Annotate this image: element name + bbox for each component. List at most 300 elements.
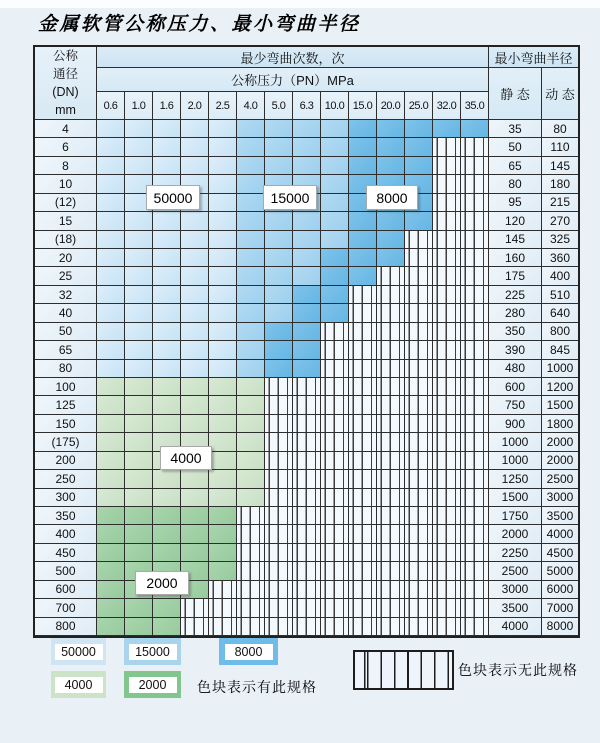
spec-cell (321, 212, 349, 230)
no-spec-cell (349, 360, 377, 378)
spec-cell (209, 157, 237, 175)
spec-cell (125, 525, 153, 543)
no-spec-cell (293, 470, 321, 488)
no-spec-cell (461, 618, 489, 636)
pressure-tick: 20.0 (377, 92, 405, 120)
spec-cell (153, 304, 181, 322)
no-spec-cell (461, 286, 489, 304)
no-spec-cell (405, 525, 433, 543)
no-spec-cell (405, 341, 433, 359)
no-spec-cell (433, 175, 461, 193)
spec-cell (293, 304, 321, 322)
spec-cell (237, 415, 265, 433)
no-spec-cell (349, 433, 377, 451)
no-spec-cell (433, 562, 461, 580)
no-spec-cell (433, 470, 461, 488)
no-spec-cell (321, 489, 349, 507)
no-spec-cell (433, 249, 461, 267)
dynamic-radius-cell: 1500 (542, 396, 578, 414)
no-spec-cell (265, 470, 293, 488)
no-spec-cell (321, 378, 349, 396)
spec-cell (321, 249, 349, 267)
no-spec-cell (321, 618, 349, 636)
no-spec-cell (237, 562, 265, 580)
no-spec-cell (293, 452, 321, 470)
dynamic-radius-cell: 110 (542, 138, 578, 156)
spec-cell (153, 396, 181, 414)
no-spec-cell (461, 452, 489, 470)
spec-cell (321, 267, 349, 285)
no-spec-cell (321, 452, 349, 470)
no-spec-cell (433, 360, 461, 378)
no-spec-cell (405, 470, 433, 488)
spec-cell (153, 231, 181, 249)
spec-cell (321, 286, 349, 304)
spec-cell (125, 304, 153, 322)
static-radius-cell: 900 (489, 415, 542, 433)
spec-cell (349, 267, 377, 285)
spec-cell (237, 120, 265, 138)
legend-item (51, 671, 106, 698)
dynamic-radius-cell: 360 (542, 249, 578, 267)
static-radius-cell: 175 (489, 267, 542, 285)
no-spec-cell (293, 433, 321, 451)
dynamic-radius-cell: 1200 (542, 378, 578, 396)
dn-cell: 15 (35, 212, 97, 230)
spec-cell (181, 360, 209, 378)
no-spec-cell (433, 212, 461, 230)
dn-cell: (175) (35, 433, 97, 451)
spec-cell (209, 470, 237, 488)
static-radius-cell: 1500 (489, 489, 542, 507)
static-radius-cell: 120 (489, 212, 542, 230)
spec-cell (349, 231, 377, 249)
no-spec-cell (433, 452, 461, 470)
static-radius-cell: 225 (489, 286, 542, 304)
no-spec-cell (433, 231, 461, 249)
spec-cell (125, 452, 153, 470)
spec-cell (405, 157, 433, 175)
no-spec-cell (433, 138, 461, 156)
static-radius-cell: 1000 (489, 452, 542, 470)
static-radius-cell: 600 (489, 378, 542, 396)
spec-cell (237, 194, 265, 212)
no-spec-cell (377, 360, 405, 378)
no-spec-cell (433, 581, 461, 599)
no-spec-cell (461, 470, 489, 488)
no-spec-cell (433, 507, 461, 525)
no-spec-cell (237, 507, 265, 525)
spec-cell (153, 378, 181, 396)
spec-cell (377, 249, 405, 267)
no-spec-cell (461, 433, 489, 451)
spec-cell (293, 286, 321, 304)
no-spec-cell (349, 470, 377, 488)
spec-cell (153, 286, 181, 304)
spec-cell (265, 267, 293, 285)
spec-cell (125, 157, 153, 175)
no-spec-cell (377, 267, 405, 285)
no-spec-cell (321, 396, 349, 414)
spec-cell (125, 249, 153, 267)
spec-cell (293, 157, 321, 175)
legend-item-value: 15000 (129, 644, 177, 660)
spec-cell (181, 120, 209, 138)
spec-cell (237, 341, 265, 359)
dn-cell: 500 (35, 562, 97, 580)
page-title: 金属软管公称压力、最小弯曲半径 (38, 14, 361, 35)
cycle-count-label: 50000 (146, 185, 200, 210)
no-spec-cell (293, 544, 321, 562)
no-spec-cell (377, 286, 405, 304)
spec-cell (97, 286, 125, 304)
no-spec-cell (377, 304, 405, 322)
no-spec-cell (321, 581, 349, 599)
pressure-tick: 0.6 (97, 92, 125, 120)
spec-cell (237, 489, 265, 507)
spec-cell (153, 415, 181, 433)
spec-cell (237, 323, 265, 341)
spec-cell (237, 378, 265, 396)
static-radius-cell: 145 (489, 231, 542, 249)
no-spec-cell (461, 507, 489, 525)
spec-cell (153, 341, 181, 359)
spec-cell (125, 599, 153, 617)
no-spec-cell (321, 341, 349, 359)
no-spec-cell (321, 360, 349, 378)
spec-cell (97, 470, 125, 488)
spec-cell (181, 267, 209, 285)
spec-cell (181, 544, 209, 562)
no-spec-cell (405, 323, 433, 341)
spec-cell (209, 562, 237, 580)
spec-cell (97, 433, 125, 451)
header-dn-line: mm (55, 103, 76, 118)
spec-cell (97, 212, 125, 230)
no-spec-cell (461, 138, 489, 156)
spec-cell (237, 360, 265, 378)
dn-cell: 125 (35, 396, 97, 414)
no-spec-cell (293, 562, 321, 580)
no-spec-cell (377, 581, 405, 599)
spec-cell (181, 341, 209, 359)
no-spec-cell (433, 323, 461, 341)
spec-cell (405, 138, 433, 156)
no-spec-cell (433, 194, 461, 212)
no-spec-cell (461, 489, 489, 507)
pressure-tick: 2.5 (209, 92, 237, 120)
dynamic-radius-cell: 80 (542, 120, 578, 138)
spec-cell (97, 360, 125, 378)
legend-no-spec-swatch (353, 650, 454, 690)
spec-cell (125, 470, 153, 488)
spec-cell (125, 433, 153, 451)
spec-cell (209, 415, 237, 433)
no-spec-cell (433, 304, 461, 322)
spec-cell (153, 249, 181, 267)
no-spec-cell (377, 525, 405, 543)
spec-cell (265, 157, 293, 175)
no-spec-cell (377, 544, 405, 562)
no-spec-cell (377, 341, 405, 359)
spec-cell (237, 249, 265, 267)
spec-cell (237, 470, 265, 488)
spec-cell (237, 452, 265, 470)
dynamic-radius-cell: 145 (542, 157, 578, 175)
spec-cell (125, 544, 153, 562)
spec-cell (97, 157, 125, 175)
dynamic-radius-cell: 4500 (542, 544, 578, 562)
spec-cell (293, 249, 321, 267)
spec-cell (181, 396, 209, 414)
pressure-tick: 1.0 (125, 92, 153, 120)
dynamic-radius-cell: 2500 (542, 470, 578, 488)
no-spec-cell (405, 231, 433, 249)
spec-cell (265, 138, 293, 156)
no-spec-cell (461, 415, 489, 433)
spec-cell (153, 489, 181, 507)
spec-cell (153, 507, 181, 525)
no-spec-cell (377, 562, 405, 580)
spec-cell (209, 341, 237, 359)
spec-cell (209, 286, 237, 304)
no-spec-cell (377, 415, 405, 433)
dynamic-radius-cell: 4000 (542, 525, 578, 543)
no-spec-cell (293, 507, 321, 525)
no-spec-cell (321, 415, 349, 433)
spec-cell (181, 157, 209, 175)
no-spec-cell (377, 396, 405, 414)
spec-cell (237, 304, 265, 322)
no-spec-cell (405, 396, 433, 414)
dn-cell: 80 (35, 360, 97, 378)
no-spec-cell (461, 599, 489, 617)
spec-cell (181, 304, 209, 322)
dn-cell: 6 (35, 138, 97, 156)
cycle-count-label: 2000 (135, 571, 189, 595)
static-radius-cell: 480 (489, 360, 542, 378)
no-spec-cell (265, 562, 293, 580)
spec-cell (97, 415, 125, 433)
spec-cell (97, 507, 125, 525)
spec-cell (405, 120, 433, 138)
header-pressure: 公称压力（PN）MPa (97, 68, 489, 92)
pressure-tick: 35.0 (461, 92, 489, 120)
spec-cell (125, 341, 153, 359)
no-spec-cell (349, 507, 377, 525)
dynamic-radius-cell: 510 (542, 286, 578, 304)
spec-cell (349, 120, 377, 138)
dynamic-radius-cell: 5000 (542, 562, 578, 580)
spec-cell (153, 212, 181, 230)
pressure-tick: 5.0 (265, 92, 293, 120)
spec-cell (125, 138, 153, 156)
spec-cell (97, 396, 125, 414)
spec-cell (97, 138, 125, 156)
spec-cell (153, 599, 181, 617)
spec-cell (181, 525, 209, 543)
spec-cell (125, 231, 153, 249)
spec-cell (265, 360, 293, 378)
spec-cell (181, 323, 209, 341)
header-dynamic: 动 态 (542, 68, 578, 120)
legend-no-spec-text: 色块表示无此规格 (458, 662, 578, 678)
cycle-count-label: 15000 (263, 185, 317, 210)
no-spec-cell (461, 323, 489, 341)
spec-cell (237, 157, 265, 175)
no-spec-cell (349, 618, 377, 636)
spec-cell (209, 489, 237, 507)
dn-cell: 8 (35, 157, 97, 175)
legend-item-value: 2000 (129, 677, 177, 693)
legend-item-value: 8000 (225, 644, 273, 660)
dn-cell: 50 (35, 323, 97, 341)
spec-cell (209, 304, 237, 322)
no-spec-cell (293, 581, 321, 599)
no-spec-cell (293, 489, 321, 507)
no-spec-cell (237, 599, 265, 617)
spec-cell (461, 120, 489, 138)
no-spec-cell (181, 599, 209, 617)
spec-cell (377, 212, 405, 230)
spec-cell (97, 452, 125, 470)
spec-cell (321, 175, 349, 193)
no-spec-cell (461, 396, 489, 414)
spec-cell (153, 323, 181, 341)
spec-cell (97, 562, 125, 580)
no-spec-cell (461, 304, 489, 322)
dynamic-radius-cell: 8000 (542, 618, 578, 636)
dynamic-radius-cell: 2000 (542, 452, 578, 470)
spec-cell (181, 286, 209, 304)
no-spec-cell (461, 194, 489, 212)
spec-cell (321, 304, 349, 322)
spec-cell (153, 470, 181, 488)
dynamic-radius-cell: 270 (542, 212, 578, 230)
pressure-tick: 6.3 (293, 92, 321, 120)
spec-cell (97, 175, 125, 193)
spec-cell (97, 194, 125, 212)
no-spec-cell (377, 507, 405, 525)
static-radius-cell: 35 (489, 120, 542, 138)
dn-cell: 4 (35, 120, 97, 138)
no-spec-cell (405, 452, 433, 470)
spec-cell (237, 267, 265, 285)
spec-cell (153, 120, 181, 138)
pressure-tick: 1.6 (153, 92, 181, 120)
dn-cell: (18) (35, 231, 97, 249)
cycle-count-label: 8000 (366, 185, 418, 210)
no-spec-cell (209, 618, 237, 636)
dn-cell: 25 (35, 267, 97, 285)
no-spec-cell (405, 360, 433, 378)
spec-cell (125, 286, 153, 304)
no-spec-cell (377, 489, 405, 507)
spec-cell (153, 360, 181, 378)
dn-cell: 10 (35, 175, 97, 193)
spec-cell (125, 360, 153, 378)
spec-cell (209, 212, 237, 230)
no-spec-cell (321, 544, 349, 562)
no-spec-cell (405, 267, 433, 285)
no-spec-cell (405, 489, 433, 507)
spec-cell (405, 212, 433, 230)
spec-cell (181, 378, 209, 396)
spec-cell (153, 618, 181, 636)
pressure-tick: 2.0 (181, 92, 209, 120)
no-spec-cell (461, 231, 489, 249)
spec-cell (97, 304, 125, 322)
spec-cell (209, 120, 237, 138)
spec-cell (181, 415, 209, 433)
spec-cell (125, 489, 153, 507)
spec-cell (181, 489, 209, 507)
dynamic-radius-cell: 180 (542, 175, 578, 193)
legend-item (219, 638, 278, 665)
legend-item (51, 638, 106, 665)
spec-cell (125, 212, 153, 230)
no-spec-cell (461, 581, 489, 599)
no-spec-cell (377, 599, 405, 617)
dn-cell: 450 (35, 544, 97, 562)
header-bend-times: 最少弯曲次数，次 (97, 47, 489, 68)
static-radius-cell: 4000 (489, 618, 542, 636)
no-spec-cell (321, 599, 349, 617)
spec-cell (209, 249, 237, 267)
spec-cell (153, 544, 181, 562)
no-spec-cell (461, 378, 489, 396)
spec-cell (125, 120, 153, 138)
no-spec-cell (377, 470, 405, 488)
dynamic-radius-cell: 640 (542, 304, 578, 322)
no-spec-cell (265, 507, 293, 525)
no-spec-cell (377, 378, 405, 396)
no-spec-cell (209, 599, 237, 617)
no-spec-cell (293, 378, 321, 396)
no-spec-cell (405, 507, 433, 525)
spec-cell (181, 138, 209, 156)
dn-cell: 100 (35, 378, 97, 396)
static-radius-cell: 280 (489, 304, 542, 322)
spec-cell (209, 138, 237, 156)
dn-cell: 350 (35, 507, 97, 525)
static-radius-cell: 2500 (489, 562, 542, 580)
static-radius-cell: 1250 (489, 470, 542, 488)
dn-cell: 300 (35, 489, 97, 507)
spec-cell (153, 267, 181, 285)
spec-cell (321, 231, 349, 249)
dn-cell: 150 (35, 415, 97, 433)
spec-cell (265, 231, 293, 249)
spec-cell (237, 286, 265, 304)
no-spec-cell (405, 415, 433, 433)
spec-cell (265, 323, 293, 341)
no-spec-cell (405, 544, 433, 562)
no-spec-cell (265, 396, 293, 414)
static-radius-cell: 2250 (489, 544, 542, 562)
spec-cell (209, 507, 237, 525)
no-spec-cell (433, 618, 461, 636)
dynamic-radius-cell: 845 (542, 341, 578, 359)
spec-cell (209, 378, 237, 396)
spec-cell (125, 267, 153, 285)
no-spec-cell (433, 286, 461, 304)
dn-cell: 200 (35, 452, 97, 470)
no-spec-cell (405, 618, 433, 636)
no-spec-cell (433, 378, 461, 396)
header-dn (35, 47, 97, 120)
top-strip (0, 0, 600, 8)
